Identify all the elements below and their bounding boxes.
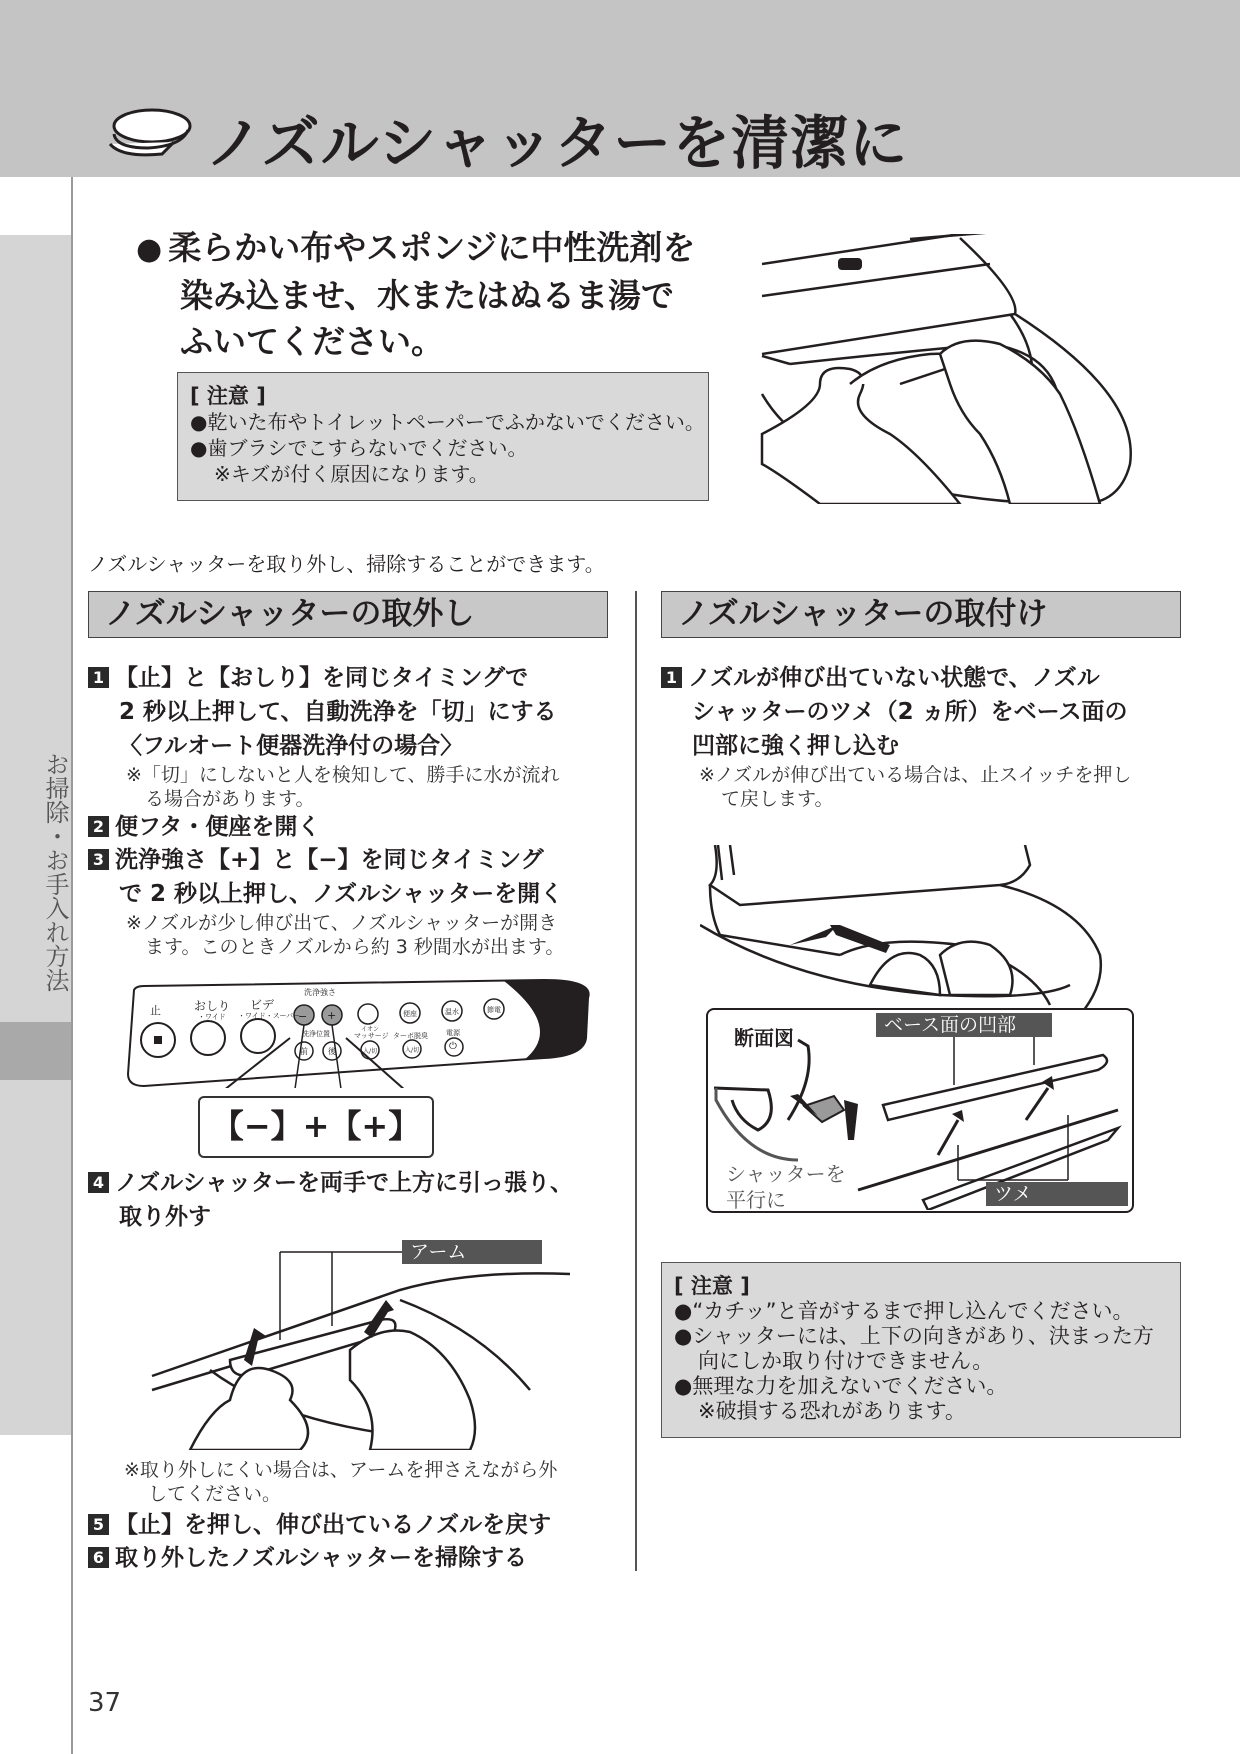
strength-label: 洗浄強さ bbox=[304, 988, 336, 997]
step-note: る場合があります。 bbox=[145, 788, 315, 810]
step-note: ※ノズルが伸び出ている場合は、止スイッチを押し bbox=[699, 764, 1132, 786]
bullet-icon: ● bbox=[136, 232, 163, 267]
caution-note: ※破損する恐れがあります。 bbox=[698, 1399, 966, 1423]
install-illustration bbox=[700, 845, 1140, 1015]
stop-label: 止 bbox=[150, 1004, 161, 1017]
step-text: 洗浄強さ【+】と【−】を同じタイミング bbox=[115, 847, 544, 873]
arm-label: アーム bbox=[402, 1240, 542, 1264]
step-note: て戻します。 bbox=[721, 788, 834, 810]
oshiri-sub-label: ・ワイド bbox=[198, 1013, 226, 1021]
step-number: 3 bbox=[88, 849, 109, 870]
step-note: してください。 bbox=[148, 1483, 282, 1505]
caution-heading: [ 注意 ] bbox=[674, 1274, 750, 1298]
step-note: ※ノズルが少し伸び出て、ノズルシャッターが開き bbox=[126, 912, 558, 934]
step-text: 2 秒以上押して、自動洗浄を「切」にする bbox=[119, 699, 557, 725]
toilet-seat-icon bbox=[102, 104, 194, 162]
button-combo-callout: 【−】+【+】 bbox=[198, 1096, 434, 1158]
page-title: ノズルシャッターを清潔に bbox=[205, 109, 909, 177]
step-text: 取り外したノズルシャッターを掃除する bbox=[115, 1545, 528, 1571]
sidebar-label: お掃除・お手入れ方法 bbox=[41, 752, 69, 992]
position-label: 洗浄位置 bbox=[302, 1030, 330, 1038]
step-text: ノズルシャッターを両手で上方に引っ張り、 bbox=[115, 1170, 574, 1196]
control-panel-illustration bbox=[124, 978, 594, 1088]
power-icon[interactable]: ⏻ bbox=[449, 1041, 457, 1052]
step-text: 便フタ・便座を開く bbox=[115, 814, 321, 840]
step-text: シャッターのツメ（2 ヵ所）をベース面の bbox=[692, 699, 1128, 725]
step-text: 〈フルオート便器洗浄付の場合〉 bbox=[119, 733, 464, 759]
bide-label: ビデ bbox=[250, 998, 275, 1012]
oshiri-label: おしり bbox=[194, 999, 231, 1013]
step-note: ※取り外しにくい場合は、アームを押さえながら外 bbox=[124, 1459, 558, 1481]
lead-line-1: ● 柔らかい布やスポンジに中性洗剤を bbox=[136, 228, 696, 267]
lead-line-3: ふいてください。 bbox=[180, 322, 444, 361]
step-number: 2 bbox=[88, 816, 109, 837]
minus-button[interactable]: − bbox=[298, 1010, 308, 1023]
step-text: 取り外す bbox=[119, 1204, 211, 1230]
step-number: 6 bbox=[88, 1547, 109, 1568]
caution-item: ●シャッターには、上下の向きがあり、決まった方 bbox=[674, 1324, 1154, 1348]
caution-box-install bbox=[661, 1262, 1181, 1438]
section-removal-title: ノズルシャッターの取外し bbox=[88, 591, 608, 638]
page-number: 37 bbox=[88, 1688, 122, 1718]
removal-step-2 bbox=[88, 810, 320, 844]
caution-item: ●歯ブラシでこすらないでください。 bbox=[190, 436, 528, 460]
caution-item: ●無理な力を加えないでください。 bbox=[674, 1374, 1008, 1398]
position-back-button[interactable]: 後 bbox=[328, 1047, 336, 1056]
plus-button[interactable]: + bbox=[327, 1009, 337, 1022]
intro-text: ノズルシャッターを取り外し、掃除することができます。 bbox=[88, 552, 605, 576]
removal-step-4 bbox=[88, 1166, 573, 1234]
eco-button[interactable]: 節電 bbox=[487, 1006, 501, 1014]
step-text: ノズルが伸び出ていない状態で、ノズル bbox=[688, 665, 1100, 691]
step-number: 5 bbox=[88, 1514, 109, 1535]
section-install-title: ノズルシャッターの取付け bbox=[661, 591, 1181, 638]
removal-step-6 bbox=[88, 1541, 527, 1575]
column-divider bbox=[635, 591, 637, 1571]
sidebar-divider bbox=[71, 177, 73, 1754]
removal-illustration bbox=[150, 1240, 570, 1450]
step-text: 【止】と【おしり】を同じタイミングで bbox=[115, 665, 529, 691]
turbo-toggle-button[interactable]: 入/切 bbox=[405, 1047, 420, 1054]
shutter-parallel-label-1: シャッターを bbox=[726, 1162, 846, 1186]
seat-button[interactable]: 便座 bbox=[403, 1010, 417, 1018]
install-step-1 bbox=[661, 661, 1131, 811]
massage-label: マッサージ bbox=[354, 1032, 389, 1040]
removal-step-3 bbox=[88, 843, 564, 959]
position-front-button[interactable]: 前 bbox=[300, 1047, 308, 1056]
base-recess-label: ベース面の凹部 bbox=[876, 1013, 1052, 1037]
removal-step-4-note bbox=[124, 1458, 557, 1506]
removal-step-1 bbox=[88, 661, 560, 811]
ion-label: イオン bbox=[361, 1026, 379, 1033]
step-text: 凹部に強く押し込む bbox=[692, 733, 899, 759]
bide-sub-label: ・ワイド・スーパー bbox=[238, 1012, 301, 1020]
step-text: 【止】を押し、伸び出ているノズルを戻す bbox=[115, 1512, 552, 1538]
step-note: ます。このときノズルから約 3 秒間水が出ます。 bbox=[145, 936, 565, 958]
section-view-inset bbox=[706, 1008, 1134, 1213]
caution-item: ●“カチッ”と音がするまで押し込んでください。 bbox=[674, 1299, 1134, 1323]
caution-note: ※キズが付く原因になります。 bbox=[214, 462, 489, 486]
power-label: 電源 bbox=[446, 1029, 460, 1037]
caution-box-cleaning bbox=[177, 372, 709, 501]
step-text: で 2 秒以上押し、ノズルシャッターを開く bbox=[119, 881, 564, 907]
removal-step-5 bbox=[88, 1508, 551, 1542]
warm-water-button[interactable]: 温水 bbox=[445, 1008, 459, 1016]
shutter-parallel-label-2: 平行に bbox=[726, 1188, 786, 1212]
step-number: 4 bbox=[88, 1172, 109, 1193]
massage-toggle-button[interactable]: 入/切 bbox=[363, 1048, 378, 1055]
caution-heading: [ 注意 ] bbox=[190, 384, 266, 408]
caution-item: ●乾いた布やトイレットペーパーでふかないでください。 bbox=[190, 410, 705, 434]
lead-line-2: 染み込ませ、水またはぬるま湯で bbox=[180, 276, 675, 315]
caution-item: 向にしか取り付けできません。 bbox=[698, 1349, 994, 1373]
lead-instruction bbox=[136, 225, 695, 365]
tab-label: ツメ bbox=[986, 1182, 1128, 1206]
wiping-illustration bbox=[760, 234, 1145, 504]
step-number: 1 bbox=[88, 667, 109, 688]
step-note: ※「切」にしないと人を検知して、勝手に水が流れ bbox=[126, 764, 560, 786]
section-view-label: 断面図 bbox=[734, 1026, 794, 1050]
step-number: 1 bbox=[661, 667, 682, 688]
sidebar-active-marker bbox=[0, 1022, 71, 1080]
turbo-label: ターボ脱臭 bbox=[393, 1032, 428, 1040]
